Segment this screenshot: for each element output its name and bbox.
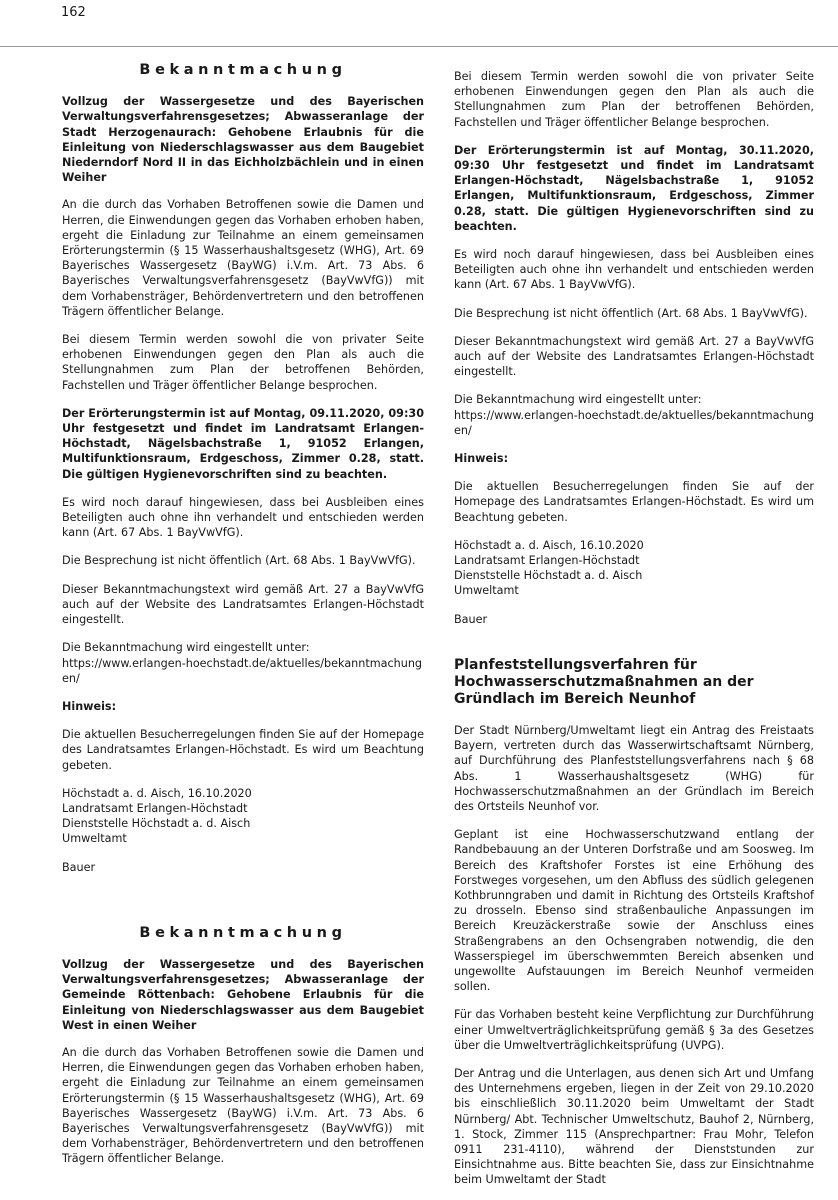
right-column — [454, 69, 814, 1200]
notice-3-inspection: Der Antrag und die Unterlagen, aus denen sich Art und Umfang des Unternehmens ergeben, liegen in der Zeit von 29.10.2020 bis einschließlich 30.11.2020 beim Umweltamt der Stadt Nürnberg/ Abt. Technischer Umweltschutz, Bauhof 2, Nürnberg, 1. Stock, Zimmer 115 (Ansprechpartner: Frau Mohr, Telefon 0911 231-4110), während der Dienststunden zur Einsichtnahme aus. Bitte beachten Sie, dass zur Einsichtnahme beim Umweltamt der Stadt — [454, 1066, 814, 1187]
notice-2-title: Bekanntmachung — [139, 924, 347, 941]
notice-1 — [62, 63, 424, 875]
notice-2-hint-label: Hinweis: — [454, 452, 509, 466]
notice-1-hint-text: Die aktuellen Besucherregelungen finden Sie auf der Homepage des Landratsamtes Erlangen-Höchstadt. Es wird um Beachtung gebeten. — [62, 728, 424, 772]
notice-2-hint-text: Die aktuellen Besucherregelungen finden Sie auf der Homepage des Landratsamtes Erlangen-Höchstadt. Es wird um Beachtung gebeten. — [454, 480, 814, 524]
notice-2-not-public: Die Besprechung ist nicht öffentlich (Art. 68 Abs. 1 BayVwVfG). — [454, 306, 808, 320]
notice-2-url[interactable]: https://www.erlangen-hoechstadt.de/aktuelles/bekanntmachungen/ — [454, 408, 815, 437]
signature-place-date: Höchstadt a. d. Aisch, 16.10.2020 — [62, 786, 252, 800]
notice-3-uvp-note: Für das Vorhaben besteht keine Verpflichtung zur Durchführung einer Umweltverträglichkeitsprüfung gemäß § 3a des Gesetzes über die Umweltverträglichkeitsprüfung (UVPG). — [454, 1008, 814, 1052]
top-rule — [0, 46, 838, 47]
notice-2-absence-note: Es wird noch darauf hingewiesen, dass bei Ausbleiben eines Beteiligten auch ohne ihn verhandelt und entschieden werden kann (Art. 67 Abs. 1 BayVwVfG). — [454, 248, 814, 292]
signature-office: Landratsamt Erlangen-Höchstadt — [454, 554, 640, 568]
notice-3 — [454, 657, 814, 1188]
notice-2-subject: Vollzug der Wassergesetze und des Bayerischen Verwaltungsverfahrensgesetzes; Abwasseranlage der Gemeinde Röttenbach: Gehobene Erlaubnis für die Einleitung von Niederschlagswasser aus dem Baugebiet West in einen Weiher — [62, 957, 424, 1032]
notice-1-subject: Vollzug der Wassergesetze und des Bayerischen Verwaltungsverfahrensgesetzes; Abwasseranlage der Stadt Herzogenaurach: Gehobene Erlaubnis für die Einleitung von Niederschlagswasser aus dem Baugebiet Niederndorf Nord II in das Eichholzbächlein und in einen Weiher — [62, 95, 424, 185]
notice-2-signature — [454, 538, 814, 599]
notice-2-date: Der Erörterungstermin ist auf Montag, 30.11.2020, 09:30 Uhr festgesetzt und findet im Landratsamt Erlangen-Höchstadt, Nägelsbachstraße 1, 91052 Erlangen, Multifunktionsraum, Erdgeschoss, Zimmer 0.28, statt. Die gültigen Hygienevorschriften sind zu beachten. — [454, 143, 814, 233]
notice-1-url-label: Die Bekanntmachung wird eingestellt unter: — [62, 641, 310, 655]
notice-1-not-public: Die Besprechung ist nicht öffentlich (Art. 68 Abs. 1 BayVwVfG). — [62, 554, 416, 568]
signature-department: Umweltamt — [62, 832, 127, 846]
notice-1-website-note: Dieser Bekanntmachungstext wird gemäß Art. 27 a BayVwVfG auch auf der Website des Landratsamtes Erlangen-Höchstadt eingestellt. — [62, 582, 424, 627]
notice-2-discussion: Bei diesem Termin werden sowohl die von privater Seite erhobenen Einwendungen gegen den Plan als auch die Stellungnahmen zum Plan der betroffenen Behörden, Fachstellen und Träger öffentlicher Belange besprochen. — [454, 70, 814, 129]
notice-2-continued — [454, 69, 814, 627]
notice-1-hint-label: Hinweis: — [62, 699, 117, 713]
notice-3-application: Der Stadt Nürnberg/Umweltamt liegt ein Antrag des Freistaats Bayern, vertreten durch das Wasserwirtschaftsamt Nürnberg, auf Durchführung des Planfeststellungsverfahrens nach § 68 Abs. 1 Wasserhaushaltsgesetz (WHG) für Hochwasserschutzmaßnahmen an der Gründlach im Bereich des Ortsteils Neunhof vor. — [454, 723, 814, 813]
notice-3-planned-measures: Geplant ist eine Hochwasserschutzwand entlang der Randbebauung an der Unteren Dorfstraße und am Soosweg. Im Bereich des Kraftshofer Forstes ist eine Erhöhung des Forstweges vorgesehen, um den Abfluss des südlich gelegenen Kothbrunngraben und damit in Richtung des Ortsteils Kraftshof zu drosseln. Ebenso sind straßenbauliche Anpassungen im Bereich Kreuzäckerstraße sowie der Anschluss eines Straßengrabens an den Ochsengraben notwendig, die den Wasserspiegel im überschwemmten Bereich absenken und ungewollte Aufstauungen im Bereich Neunhof vermeiden sollen. — [454, 828, 814, 994]
notice-1-signature — [62, 786, 424, 847]
signature-place-date: Höchstadt a. d. Aisch, 16.10.2020 — [454, 538, 644, 552]
signature-office: Landratsamt Erlangen-Höchstadt — [62, 801, 248, 815]
notice-2 — [62, 926, 424, 1167]
notice-1-url[interactable]: https://www.erlangen-hoechstadt.de/aktuelles/bekanntmachungen/ — [62, 656, 423, 685]
signature-branch: Dienststelle Höchstadt a. d. Aisch — [62, 817, 251, 831]
left-column — [62, 63, 424, 1180]
notice-2-url-block — [454, 392, 814, 438]
notice-1-title: Bekanntmachung — [139, 62, 347, 78]
notice-1-signer: Bauer — [62, 860, 96, 874]
notice-3-heading: Planfeststellungsverfahren für Hochwasserschutzmaßnahmen an der Gründlach im Bereich Neunhof — [454, 656, 754, 707]
page-number: 162 — [61, 5, 86, 20]
notice-1-invitation: An die durch das Vorhaben Betroffenen sowie die Damen und Herren, die Einwendungen gegen das Vorhaben erhoben haben, ergeht die Einladung zur Teilnahme an einem gemeinsamen Erörterungstermin (§ 15 Wasserhaushaltsgesetz (WHG), Art. 69 Bayerisches Wassergesetz (BayWG) i.V.m. Art. 73 Abs. 6 Bayerisches Verwaltungsverfahrensgesetz (BayVwVfG)) mit dem Vorhabensträger, Behördenvertretern und den betroffenen Trägern öffentlicher Belange. — [62, 198, 424, 318]
notice-2-url-label: Die Bekanntmachung wird eingestellt unter: — [454, 393, 702, 407]
signature-branch: Dienststelle Höchstadt a. d. Aisch — [454, 569, 643, 583]
notice-2-invitation: An die durch das Vorhaben Betroffenen sowie die Damen und Herren, die Einwendungen gegen das Vorhaben erhoben haben, ergeht die Einladung zur Teilnahme an einem gemeinsamen Erörterungstermin (§ 15 Wasserhaushaltsgesetz (WHG), Art. 69 Bayerisches Wassergesetz (BayWG) i.V.m. Art. 73 Abs. 6 Bayerisches Verwaltungsverfahrensgesetz (BayVwVfG)) mit dem Vorhabensträger, Behördenvertretern und den betroffenen Trägern öffentlicher Belange. — [62, 1045, 424, 1166]
notice-2-signer: Bauer — [454, 612, 488, 626]
signature-department: Umweltamt — [454, 584, 519, 598]
notice-1-date: Der Erörterungstermin ist auf Montag, 09.11.2020, 09:30 Uhr festgesetzt und findet im Landratsamt Erlangen-Höchstadt, Nägelsbachstraße 1, 91052 Erlangen, Multifunktionsraum, Erdgeschoss, Zimmer 0.28, statt. Die gültigen Hygienevorschriften sind zu beachten. — [62, 406, 424, 481]
notice-1-absence-note: Es wird noch darauf hingewiesen, dass bei Ausbleiben eines Beteiligten auch ohne ihn verhandelt und entschieden werden kann (Art. 67 Abs. 1 BayVwVfG). — [62, 495, 424, 540]
notice-1-url-block — [62, 640, 424, 686]
notice-1-discussion: Bei diesem Termin werden sowohl die von privater Seite erhobenen Einwendungen gegen den Plan als auch die Stellungnahmen zum Plan der betroffenen Behörden, Fachstellen und Träger öffentlicher Belange besprochen. — [62, 333, 424, 392]
notice-2-website-note: Dieser Bekanntmachungstext wird gemäß Art. 27 a BayVwVfG auch auf der Website des Landratsamtes Erlangen-Höchstadt eingestellt. — [454, 334, 814, 379]
